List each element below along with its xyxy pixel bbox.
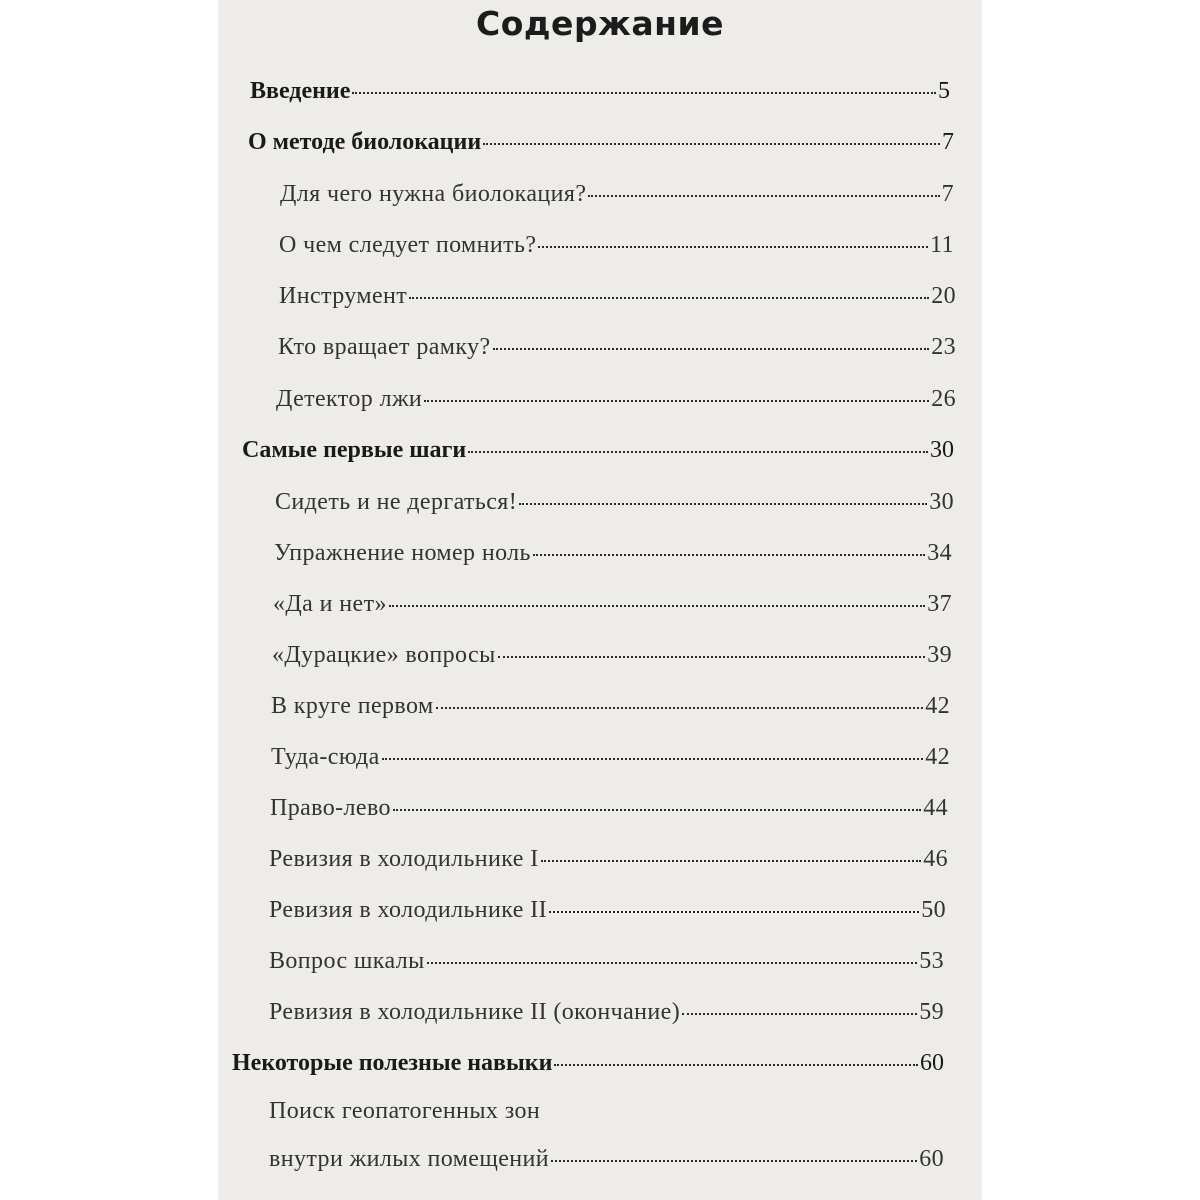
toc-entry-page: 60 xyxy=(919,1146,944,1172)
toc-entry-label: Для чего нужна биолокация? xyxy=(280,181,587,207)
dot-leader xyxy=(493,348,930,350)
dot-leader xyxy=(519,503,927,505)
dot-leader xyxy=(682,1013,917,1015)
toc-entry-page: 50 xyxy=(921,897,946,923)
toc-entry-label: внутри жилых помещений xyxy=(269,1146,550,1172)
dot-leader xyxy=(409,297,929,299)
toc-entry-page: 23 xyxy=(931,334,956,360)
book-page xyxy=(218,0,982,1200)
dot-leader xyxy=(468,451,928,453)
toc-entry xyxy=(280,181,954,208)
toc-entry xyxy=(274,540,952,567)
toc-entry-page: 37 xyxy=(927,591,952,617)
toc-entry-page: 5 xyxy=(938,78,950,104)
toc-entry xyxy=(272,642,952,669)
toc-entry-page: 11 xyxy=(930,232,954,258)
toc-entry-label: Ревизия в холодильнике II xyxy=(269,897,547,923)
toc-entry xyxy=(269,897,946,924)
dot-leader xyxy=(541,860,922,862)
toc-entry xyxy=(269,846,948,873)
dot-leader xyxy=(588,195,939,197)
toc-entry-label: Некоторые полезные навыки xyxy=(232,1050,553,1076)
toc-entry-page: 26 xyxy=(931,386,956,412)
toc-entry-label: Детектор лжи xyxy=(276,386,423,412)
toc-entry-page: 60 xyxy=(920,1050,944,1076)
toc-entry xyxy=(270,795,948,822)
toc-entry-page: 59 xyxy=(919,999,944,1025)
dot-leader xyxy=(549,911,919,913)
toc-entry-page: 7 xyxy=(942,129,954,155)
dot-leader xyxy=(436,707,924,709)
toc-entry-label: Самые первые шаги xyxy=(242,437,467,463)
toc-entry-page: 7 xyxy=(941,181,954,207)
toc-entry-page: 42 xyxy=(925,693,950,719)
toc-entry-page: 30 xyxy=(930,437,954,463)
toc-entry xyxy=(232,1050,944,1077)
toc-entry xyxy=(278,334,956,361)
toc-entry xyxy=(269,948,944,975)
toc-entry-label: Право-лево xyxy=(270,795,391,821)
table-of-contents xyxy=(218,0,982,1200)
toc-entry-label: Туда-сюда xyxy=(271,744,380,770)
toc-entry xyxy=(269,1098,944,1125)
toc-entry-label: «Да и нет» xyxy=(273,591,387,617)
dot-leader xyxy=(554,1064,918,1066)
toc-entry xyxy=(248,129,954,156)
toc-entry xyxy=(271,693,950,720)
toc-entry-label: Поиск геопатогенных зон xyxy=(269,1098,541,1124)
dot-leader xyxy=(533,554,925,556)
dot-leader xyxy=(393,809,921,811)
toc-entry-page: 46 xyxy=(923,846,948,872)
toc-entry-page: 30 xyxy=(929,489,954,515)
toc-entry-page: 34 xyxy=(927,540,952,566)
toc-entry-label: Инструмент xyxy=(279,283,408,309)
toc-entry xyxy=(276,386,956,413)
toc-entry xyxy=(275,489,954,516)
toc-entry-page: 20 xyxy=(931,283,956,309)
toc-entry-page: 39 xyxy=(927,642,952,668)
toc-entry-label: О методе биолокации xyxy=(248,129,482,155)
toc-entry xyxy=(250,78,950,105)
toc-entry xyxy=(271,744,950,771)
toc-entry xyxy=(269,999,944,1026)
dot-leader xyxy=(498,656,926,658)
toc-entry-label: Упражнение номер ноль xyxy=(274,540,531,566)
dot-leader xyxy=(352,92,936,94)
toc-entry-label: Кто вращает рамку? xyxy=(278,334,491,360)
dot-leader xyxy=(483,143,940,145)
toc-entry-label: В круге первом xyxy=(271,693,434,719)
dot-leader xyxy=(551,1160,917,1162)
dot-leader xyxy=(427,962,918,964)
toc-entry-label: Вопрос шкалы xyxy=(269,948,425,974)
toc-entry-label: Ревизия в холодильнике I xyxy=(269,846,539,872)
dot-leader xyxy=(538,246,928,248)
toc-entry xyxy=(242,437,954,464)
toc-entry xyxy=(279,283,956,310)
toc-entry-page: 42 xyxy=(925,744,950,770)
toc-entry-label: О чем следует помнить? xyxy=(279,232,537,258)
toc-entry-page: 53 xyxy=(919,948,944,974)
toc-entry xyxy=(269,1146,944,1173)
dot-leader xyxy=(424,400,929,402)
toc-entry-page: 44 xyxy=(923,795,948,821)
toc-entry-label: Введение xyxy=(250,78,351,104)
toc-entry-label: «Дурацкие» вопросы xyxy=(272,642,496,668)
page-title: Содержание xyxy=(476,4,724,43)
toc-entry-label: Ревизия в холодильнике II (окончание) xyxy=(269,999,681,1025)
toc-entry xyxy=(279,232,954,259)
dot-leader xyxy=(382,758,924,760)
dot-leader xyxy=(389,605,925,607)
toc-entry-label: Сидеть и не дергаться! xyxy=(275,489,518,515)
toc-entry xyxy=(273,591,952,618)
